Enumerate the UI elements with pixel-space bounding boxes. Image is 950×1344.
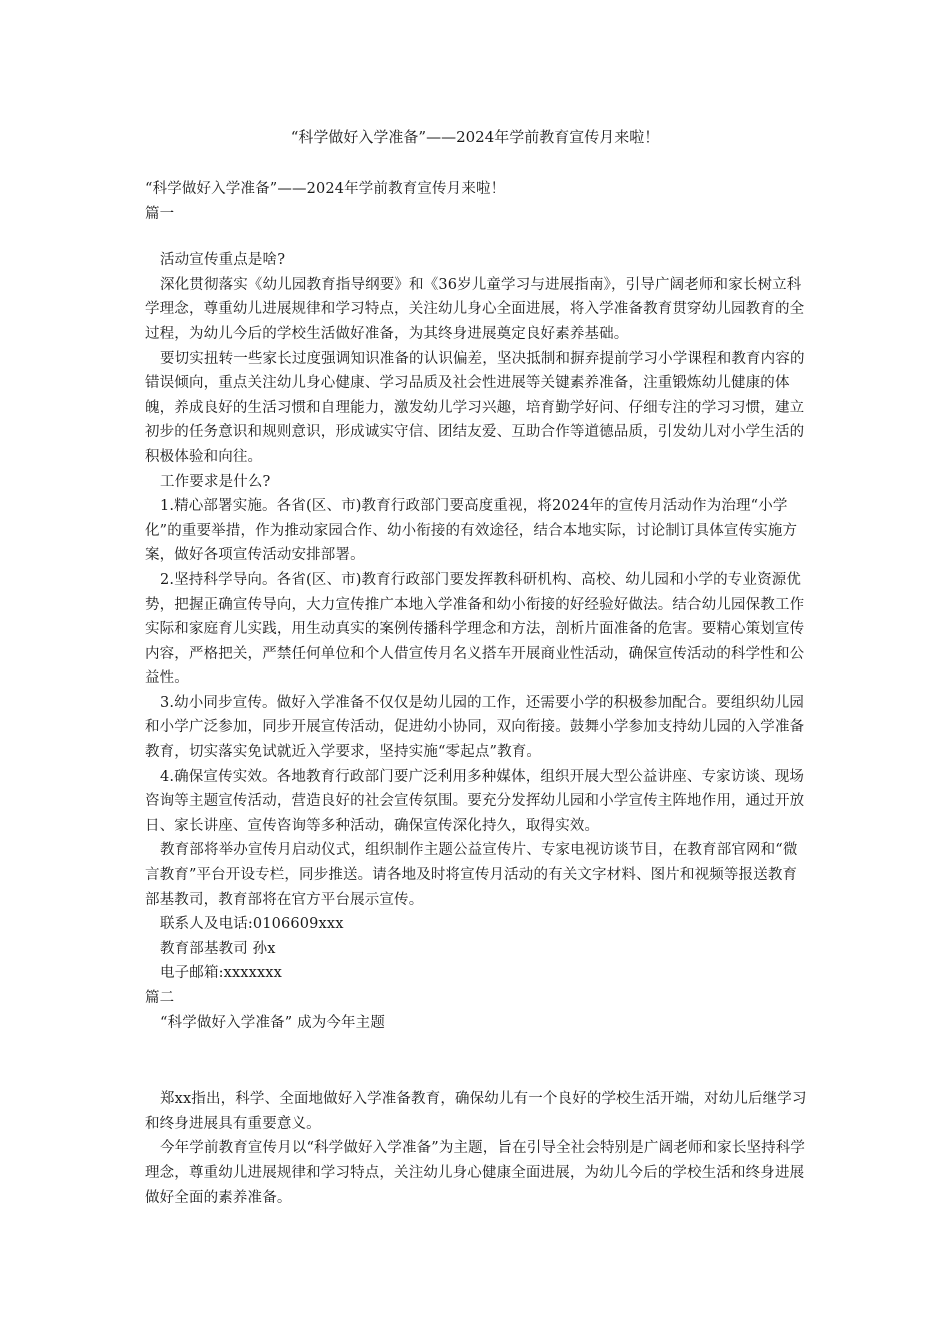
document-heading: “科学做好入学准备”——2024年学前教育宣传月来啦！ bbox=[145, 181, 506, 197]
part1-label: 篇一 bbox=[145, 205, 175, 222]
requirement-item-1: 1.精心部署实施。各省(区、市)教育行政部门要高度重视，将2024年的宣传月活动作为治理“小学化”的重要举措，作为推动家园合作、幼小衔接的有效途径，结合本地实际，讨论制订具体宣传实施方案，做好各项宣传活动安排部署。 bbox=[145, 498, 798, 564]
document-title: “科学做好入学准备”——2024年学前教育宣传月来啦！ bbox=[290, 128, 660, 146]
part2-heading: “科学做好入学准备” 成为今年主题 bbox=[160, 1014, 385, 1031]
paragraph: 深化贯彻落实《幼儿园教育指导纲要》和《36岁儿童学习与进展指南》，引导广阔老师和家长树立科学理念，尊重幼儿进展规律和学习特点，关注幼儿身心全面进展，将入学准备教育贯穿幼儿园教育的全过程，为幼儿今后的学校生活做好准备，为其终身进展奠定良好素养基础。 bbox=[145, 276, 805, 342]
spacer bbox=[145, 1035, 810, 1087]
requirement-item-2: 2.坚持科学导向。各省(区、市)教育行政部门要发挥教科研机构、高校、幼儿园和小学的专业资源优势，把握正确宣传导向，大力宣传推广本地入学准备和幼小衔接的好经验好做法。结合幼儿园保教工作实际和家庭育儿实践，用生动真实的案例传播科学理念和方法，剖析片面准备的危害。要精心策划宣传内容，严格把关，严禁任何单位和个人借宣传月名义搭车开展商业性活动，确保宣传活动的科学性和公益性。 bbox=[145, 571, 805, 687]
contact-person: 教育部基教司 孙x bbox=[160, 940, 276, 957]
part2-label: 篇二 bbox=[145, 990, 175, 1006]
section-question-2: 工作要求是什么? bbox=[160, 473, 271, 490]
requirement-item-4: 4.确保宣传实效。各地教育行政部门要广泛利用多种媒体，组织开展大型公益讲座、专家访谈、现场咨询等主题宣传活动，营造良好的社会宣传氛围。要充分发挥幼儿园和小学宣传主阵地作用，通过开放日、家长讲座、宣传咨询等多种活动，确保宣传深化持久，取得实效。 bbox=[145, 768, 805, 834]
paragraph: 教育部将举办宣传月启动仪式，组织制作主题公益宣传片、专家电视访谈节目，在教育部官网和“微言教育”平台开设专栏，同步推送。请各地及时将宣传月活动的有关文字材料、图片和视频等报送教育部基教司，教育部将在官方平台展示宣传。 bbox=[145, 842, 798, 908]
contact-email: 电子邮箱:xxxxxxx bbox=[160, 965, 282, 982]
paragraph: 要切实扭转一些家长过度强调知识准备的认识偏差，坚决抵制和摒弃提前学习小学课程和教育内容的错误倾向，重点关注幼儿身心健康、学习品质及社会性进展等关键素养准备，注重锻炼幼儿健康的体魄，养成良好的生活习惯和自理能力，激发幼儿学习兴趣，培育勤学好问、仔细专注的学习习惯，建立初步的任务意识和规则意识，形成诚实守信、团结友爱、互助合作等道德品质，引发幼儿对小学生活的积极体验和向往。 bbox=[145, 350, 805, 465]
paragraph: 今年学前教育宣传月以“科学做好入学准备”为主题，旨在引导全社会特别是广阔老师和家长坚持科学理念，尊重幼儿进展规律和学习特点，关注幼儿身心健康全面进展，为幼儿今后的学校生活和终身进展做好全面的素养准备。 bbox=[145, 1140, 806, 1206]
spacer bbox=[145, 226, 810, 248]
requirement-item-3: 3.幼小同步宣传。做好入学准备不仅仅是幼儿园的工作，还需要小学的积极参加配合。要组织幼儿园和小学广泛参加，同步开展宣传活动，促进幼小协同，双向衔接。鼓舞小学参加支持幼儿园的入学准备教育，切实落实免试就近入学要求，坚持实施“零起点”教育。 bbox=[145, 694, 805, 761]
contact-phone: 联系人及电话:0106609xxx bbox=[160, 916, 344, 933]
document-body bbox=[145, 177, 810, 1210]
section-question-1: 活动宣传重点是啥? bbox=[160, 252, 286, 269]
paragraph: 郑xx指出，科学、全面地做好入学准备教育，确保幼儿有一个良好的学校生活开端，对幼儿后继学习和终身进展具有重要意义。 bbox=[145, 1091, 807, 1132]
